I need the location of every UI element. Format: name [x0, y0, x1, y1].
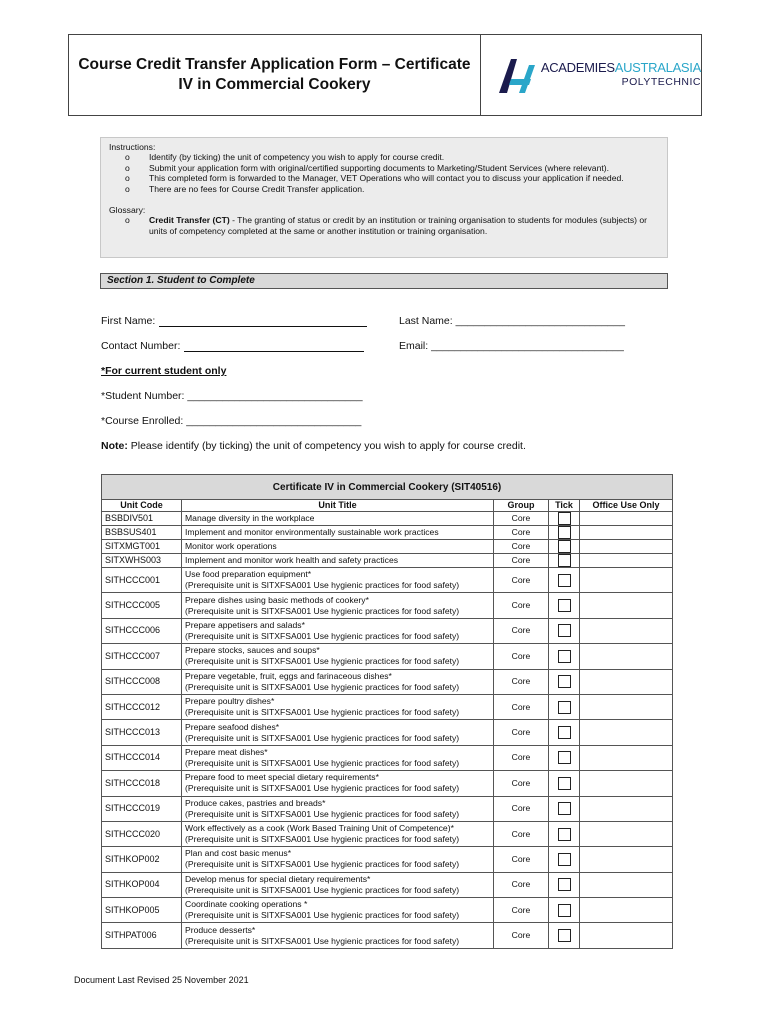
- tick-checkbox[interactable]: [558, 904, 571, 917]
- first-name-field[interactable]: [101, 315, 367, 327]
- office-use-cell: [580, 644, 673, 669]
- tick-checkbox[interactable]: [558, 512, 571, 525]
- current-student-heading: *For current student only: [101, 365, 227, 377]
- tick-cell: [549, 771, 580, 796]
- unit-title: [182, 872, 494, 897]
- office-use-cell: [580, 923, 673, 948]
- office-use-cell: [580, 554, 673, 568]
- unit-code: SITHCCC014: [102, 745, 182, 770]
- unit-title-text: Implement and monitor work health and safety practices: [185, 555, 399, 565]
- table-row: [102, 593, 673, 618]
- instruction-item: o There are no fees for Course Credit Transfer application.: [109, 184, 659, 194]
- table-caption: Certificate IV in Commercial Cookery (SIT40516): [102, 475, 673, 500]
- unit-title-text: Prepare dishes using basic methods of cookery*: [185, 594, 369, 605]
- unit-prerequisite: (Prerequisite unit is SITXFSA001 Use hygienic practices for food safety): [185, 656, 460, 667]
- unit-prerequisite: (Prerequisite unit is SITXFSA001 Use hygienic practices for food safety): [185, 630, 460, 641]
- glossary-item: [109, 215, 659, 236]
- tick-checkbox[interactable]: [558, 599, 571, 612]
- office-use-cell: [580, 568, 673, 593]
- unit-title-text: Prepare food to meet special dietary requirements*: [185, 772, 379, 783]
- first-name-label: First Name:: [101, 315, 156, 327]
- contact-number-field[interactable]: [101, 340, 364, 352]
- unit-code: SITXMGT001: [102, 540, 182, 554]
- tick-checkbox[interactable]: [558, 726, 571, 739]
- table-row: [102, 847, 673, 872]
- tick-checkbox[interactable]: [558, 526, 571, 539]
- instruction-item: o Submit your application form with original/certified supporting documents to Marketing/Student Services (where relevant).: [109, 163, 659, 173]
- unit-code: SITHCCC006: [102, 618, 182, 643]
- tick-cell: [549, 540, 580, 554]
- instruction-item: o Identify (by ticking) the unit of competency you wish to apply for course credit.: [109, 152, 659, 162]
- unit-title: [182, 593, 494, 618]
- tick-cell: [549, 669, 580, 694]
- unit-code: SITHKOP005: [102, 898, 182, 923]
- tick-checkbox[interactable]: [558, 675, 571, 688]
- unit-code: SITHCCC012: [102, 694, 182, 719]
- glossary-list: [109, 215, 659, 236]
- unit-prerequisite: (Prerequisite unit is SITXFSA001 Use hygienic practices for food safety): [185, 605, 460, 616]
- office-use-cell: [580, 512, 673, 526]
- logo: [481, 35, 701, 115]
- instructions-list: [109, 152, 659, 194]
- unit-title-text: Prepare poultry dishes*: [185, 696, 275, 707]
- table-row: [102, 898, 673, 923]
- unit-title-text: Prepare appetisers and salads*: [185, 619, 305, 630]
- office-use-cell: [580, 771, 673, 796]
- unit-code: SITHKOP002: [102, 847, 182, 872]
- form-header: [68, 34, 702, 116]
- unit-title-text: Produce cakes, pastries and breads*: [185, 797, 326, 808]
- table-row: [102, 821, 673, 846]
- unit-group: Core: [494, 593, 549, 618]
- header-group: Group: [494, 500, 549, 512]
- unit-title: [182, 720, 494, 745]
- unit-title-text: Prepare seafood dishes*: [185, 721, 280, 732]
- tick-checkbox[interactable]: [558, 853, 571, 866]
- unit-code: SITHPAT006: [102, 923, 182, 948]
- unit-group: Core: [494, 540, 549, 554]
- table-row: [102, 554, 673, 568]
- office-use-cell: [580, 669, 673, 694]
- unit-title: [182, 847, 494, 872]
- office-use-cell: [580, 872, 673, 897]
- unit-title: [182, 821, 494, 846]
- table-row: [102, 923, 673, 948]
- unit-title: [182, 745, 494, 770]
- header-unit-code: Unit Code: [102, 500, 182, 512]
- unit-title-text: Use food preparation equipment*: [185, 569, 312, 580]
- tick-checkbox[interactable]: [558, 554, 571, 567]
- unit-group: Core: [494, 898, 549, 923]
- tick-checkbox[interactable]: [558, 574, 571, 587]
- office-use-cell: [580, 694, 673, 719]
- form-title-line2: IV in Commercial Cookery: [178, 76, 371, 93]
- unit-title-text: Prepare stocks, sauces and soups*: [185, 645, 320, 656]
- contact-number-input-line[interactable]: [184, 341, 364, 352]
- unit-title: [182, 771, 494, 796]
- unit-title: [182, 669, 494, 694]
- unit-title-text: Develop menus for special dietary requirements*: [185, 873, 371, 884]
- unit-prerequisite: (Prerequisite unit is SITXFSA001 Use hygienic practices for food safety): [185, 757, 460, 768]
- unit-title: [182, 898, 494, 923]
- table-header-row: [102, 500, 673, 512]
- office-use-cell: [580, 593, 673, 618]
- unit-prerequisite: (Prerequisite unit is SITXFSA001 Use hygienic practices for food safety): [185, 808, 460, 819]
- unit-code: SITHKOP004: [102, 872, 182, 897]
- unit-title-text: Prepare meat dishes*: [185, 746, 268, 757]
- unit-group: Core: [494, 720, 549, 745]
- unit-title: [182, 540, 494, 554]
- tick-cell: [549, 618, 580, 643]
- logo-sub: POLYTECHNIC: [621, 76, 701, 88]
- unit-group: Core: [494, 669, 549, 694]
- unit-prerequisite: (Prerequisite unit is SITXFSA001 Use hygienic practices for food safety): [185, 580, 460, 591]
- email-label: Email: _________________________________: [399, 340, 624, 352]
- unit-title: [182, 526, 494, 540]
- unit-prerequisite: (Prerequisite unit is SITXFSA001 Use hygienic practices for food safety): [185, 935, 460, 946]
- unit-prerequisite: (Prerequisite unit is SITXFSA001 Use hygienic practices for food safety): [185, 681, 460, 692]
- note-label: Note:: [101, 440, 128, 452]
- unit-code: BSBDIV501: [102, 512, 182, 526]
- tick-checkbox[interactable]: [558, 624, 571, 637]
- unit-code: SITXWHS003: [102, 554, 182, 568]
- unit-group: Core: [494, 847, 549, 872]
- course-enrolled-field[interactable]: *Course Enrolled: ______________________________: [101, 415, 362, 427]
- glossary-definition: - The granting of status or credit by an institution or training organisation to students for modules (subjects) or units of competency completed at the same or another institution or training organisation.: [149, 215, 648, 236]
- unit-title: [182, 554, 494, 568]
- table-row: [102, 745, 673, 770]
- last-name-label: Last Name: _____________________________: [399, 315, 625, 327]
- tick-cell: [549, 526, 580, 540]
- logo-mark-icon: [497, 55, 541, 95]
- logo-text: [541, 61, 701, 89]
- tick-cell: [549, 872, 580, 897]
- unit-group: Core: [494, 618, 549, 643]
- tick-checkbox[interactable]: [558, 701, 571, 714]
- unit-title: [182, 796, 494, 821]
- email-field[interactable]: [399, 340, 624, 352]
- office-use-cell: [580, 618, 673, 643]
- first-name-input-line[interactable]: [159, 316, 367, 327]
- header-tick: Tick: [549, 500, 580, 512]
- tick-checkbox[interactable]: [558, 777, 571, 790]
- unit-title-text: Produce desserts*: [185, 924, 256, 935]
- table-row: [102, 796, 673, 821]
- office-use-cell: [580, 796, 673, 821]
- tick-checkbox[interactable]: [558, 878, 571, 891]
- table-row: [102, 512, 673, 526]
- table-row: [102, 526, 673, 540]
- glossary-term: Credit Transfer (CT): [149, 215, 230, 226]
- form-title-line1: Course Credit Transfer Application Form – Certificate: [78, 56, 471, 73]
- header-office-use: Office Use Only: [580, 500, 673, 512]
- note-body: Please identify (by ticking) the unit of competency you wish to apply for course credit.: [127, 440, 526, 452]
- units-table: [101, 474, 673, 949]
- footer-revised: Document Last Revised 25 November 2021: [74, 975, 249, 985]
- tick-checkbox[interactable]: [558, 802, 571, 815]
- unit-title: [182, 568, 494, 593]
- unit-title-text: Manage diversity in the workplace: [185, 513, 315, 523]
- tick-checkbox[interactable]: [558, 540, 571, 553]
- unit-group: Core: [494, 745, 549, 770]
- tick-cell: [549, 694, 580, 719]
- unit-group: Core: [494, 821, 549, 846]
- tick-checkbox[interactable]: [558, 751, 571, 764]
- contact-number-label: Contact Number:: [101, 340, 181, 352]
- office-use-cell: [580, 821, 673, 846]
- title-cell: [69, 35, 481, 115]
- unit-prerequisite: (Prerequisite unit is SITXFSA001 Use hygienic practices for food safety): [185, 859, 460, 870]
- unit-prerequisite: (Prerequisite unit is SITXFSA001 Use hygienic practices for food safety): [185, 707, 460, 718]
- unit-code: BSBSUS401: [102, 526, 182, 540]
- unit-group: Core: [494, 526, 549, 540]
- logo-main: ACADEMIES: [540, 60, 615, 75]
- form-title: [78, 55, 470, 95]
- last-name-field[interactable]: [399, 315, 625, 327]
- table-row: [102, 644, 673, 669]
- tick-cell: [549, 593, 580, 618]
- tick-cell: [549, 847, 580, 872]
- unit-group: Core: [494, 554, 549, 568]
- unit-title-text: Prepare vegetable, fruit, eggs and farinaceous dishes*: [185, 670, 392, 681]
- unit-title-text: Coordinate cooking operations *: [185, 899, 308, 910]
- tick-cell: [549, 644, 580, 669]
- tick-checkbox[interactable]: [558, 929, 571, 942]
- table-caption-row: [102, 475, 673, 500]
- unit-group: Core: [494, 512, 549, 526]
- unit-code: SITHCCC020: [102, 821, 182, 846]
- unit-code: SITHCCC013: [102, 720, 182, 745]
- tick-cell: [549, 745, 580, 770]
- office-use-cell: [580, 540, 673, 554]
- note-text: [101, 440, 526, 452]
- unit-title: [182, 923, 494, 948]
- tick-cell: [549, 821, 580, 846]
- section-title: Section 1. Student to Complete: [100, 273, 668, 289]
- instructions-heading: Instructions:: [109, 142, 156, 152]
- tick-cell: [549, 720, 580, 745]
- instruction-item: o This completed form is forwarded to the Manager, VET Operations who will contact you to discuss your application if needed.: [109, 173, 659, 183]
- unit-group: Core: [494, 568, 549, 593]
- unit-group: Core: [494, 644, 549, 669]
- unit-title: [182, 618, 494, 643]
- unit-title: [182, 644, 494, 669]
- office-use-cell: [580, 745, 673, 770]
- unit-code: SITHCCC005: [102, 593, 182, 618]
- tick-cell: [549, 568, 580, 593]
- unit-group: Core: [494, 771, 549, 796]
- student-number-field[interactable]: *Student Number: ______________________________: [101, 390, 363, 402]
- tick-cell: [549, 796, 580, 821]
- tick-cell: [549, 512, 580, 526]
- table-row: [102, 720, 673, 745]
- table-row: [102, 694, 673, 719]
- unit-title-text: Work effectively as a cook (Work Based Training Unit of Competence)*: [185, 823, 454, 834]
- instructions-box: [100, 137, 668, 258]
- tick-checkbox[interactable]: [558, 650, 571, 663]
- unit-code: SITHCCC018: [102, 771, 182, 796]
- unit-code: SITHCCC007: [102, 644, 182, 669]
- logo-accent: AUSTRALASIA: [614, 60, 701, 75]
- unit-title: [182, 694, 494, 719]
- table-row: [102, 669, 673, 694]
- tick-cell: [549, 898, 580, 923]
- unit-group: Core: [494, 694, 549, 719]
- unit-prerequisite: (Prerequisite unit is SITXFSA001 Use hygienic practices for food safety): [185, 783, 460, 794]
- tick-cell: [549, 923, 580, 948]
- tick-checkbox[interactable]: [558, 828, 571, 841]
- unit-group: Core: [494, 923, 549, 948]
- unit-code: SITHCCC019: [102, 796, 182, 821]
- unit-code: SITHCCC008: [102, 669, 182, 694]
- unit-code: SITHCCC001: [102, 568, 182, 593]
- unit-prerequisite: (Prerequisite unit is SITXFSA001 Use hygienic practices for food safety): [185, 732, 460, 743]
- unit-prerequisite: (Prerequisite unit is SITXFSA001 Use hygienic practices for food safety): [185, 884, 460, 895]
- unit-group: Core: [494, 796, 549, 821]
- table-row: [102, 618, 673, 643]
- unit-title-text: Plan and cost basic menus*: [185, 848, 292, 859]
- unit-title: [182, 512, 494, 526]
- office-use-cell: [580, 847, 673, 872]
- table-row: [102, 872, 673, 897]
- unit-group: Core: [494, 872, 549, 897]
- table-body: [102, 512, 673, 949]
- table-row: [102, 568, 673, 593]
- office-use-cell: [580, 898, 673, 923]
- unit-prerequisite: (Prerequisite unit is SITXFSA001 Use hygienic practices for food safety): [185, 834, 460, 845]
- table-row: [102, 540, 673, 554]
- table-row: [102, 771, 673, 796]
- unit-title-text: Monitor work operations: [185, 541, 277, 551]
- header-unit-title: Unit Title: [182, 500, 494, 512]
- unit-title-text: Implement and monitor environmentally sustainable work practices: [185, 527, 439, 537]
- office-use-cell: [580, 720, 673, 745]
- tick-cell: [549, 554, 580, 568]
- office-use-cell: [580, 526, 673, 540]
- unit-prerequisite: (Prerequisite unit is SITXFSA001 Use hygienic practices for food safety): [185, 910, 460, 921]
- glossary-heading: Glossary:: [109, 205, 146, 216]
